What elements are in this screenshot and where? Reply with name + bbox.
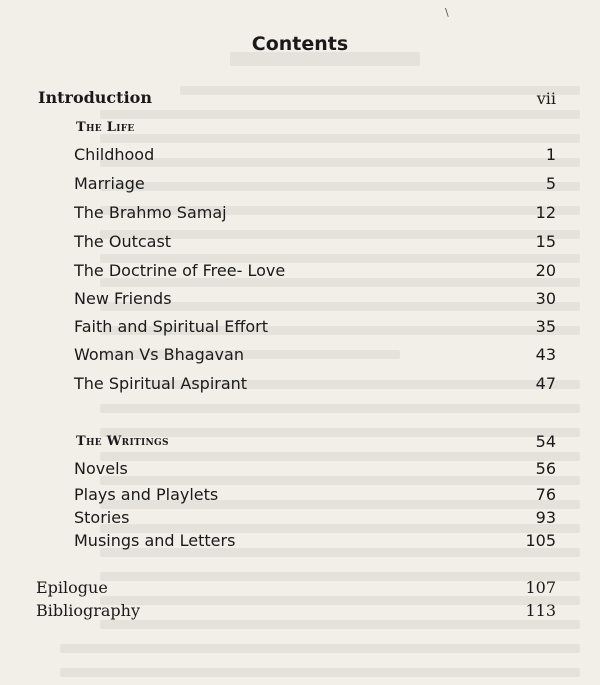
toc-item-label: Woman Vs Bhagavan xyxy=(74,345,244,364)
toc-item-label: New Friends xyxy=(74,289,172,308)
toc-item-page: 93 xyxy=(535,508,556,527)
toc-item-page: 15 xyxy=(535,232,556,251)
toc-item-label: The Spiritual Aspirant xyxy=(74,374,248,393)
toc-item-label: Musings and Letters xyxy=(74,531,236,550)
toc-item-page: 47 xyxy=(535,374,556,393)
toc-bibliography-page: 113 xyxy=(525,601,556,620)
page-corner-mark: \ xyxy=(445,6,449,19)
toc-section-heading-the-writings: The Writings xyxy=(76,434,169,449)
toc-epilogue-label: Epilogue xyxy=(36,578,108,597)
toc-item-page: 105 xyxy=(525,531,556,550)
page-title: Contents xyxy=(251,33,349,55)
toc-item-page: 20 xyxy=(535,261,556,280)
toc-section-page-the-writings: 54 xyxy=(535,432,556,451)
toc-epilogue-page: 107 xyxy=(525,578,556,597)
toc-item-page: 76 xyxy=(535,485,556,504)
toc-item-label: Faith and Spiritual Effort xyxy=(74,317,268,336)
toc-item-page: 43 xyxy=(535,345,556,364)
toc-item-label: Marriage xyxy=(74,174,145,193)
toc-item-page: 30 xyxy=(535,289,556,308)
toc-section-heading-the-life: The Life xyxy=(76,120,135,135)
toc-item-label: Stories xyxy=(74,508,130,527)
toc-item-page: 56 xyxy=(535,459,556,478)
toc-item-label: The Doctrine of Free- Love xyxy=(74,261,286,280)
toc-item-page: 1 xyxy=(545,145,556,164)
toc-item-label: Childhood xyxy=(74,145,155,164)
toc-item-page: 12 xyxy=(535,203,556,222)
toc-item-page: 35 xyxy=(535,317,556,336)
toc-item-label: Novels xyxy=(74,459,128,478)
toc-item-label: The Brahmo Samaj xyxy=(74,203,227,222)
toc-item-label: Plays and Playlets xyxy=(74,485,219,504)
toc-item-label: The Outcast xyxy=(74,232,172,251)
toc-bibliography-label: Bibliography xyxy=(36,601,140,620)
toc-introduction-label: Introduction xyxy=(38,88,152,107)
toc-item-page: 5 xyxy=(545,174,556,193)
toc-introduction-page: vii xyxy=(536,89,556,108)
